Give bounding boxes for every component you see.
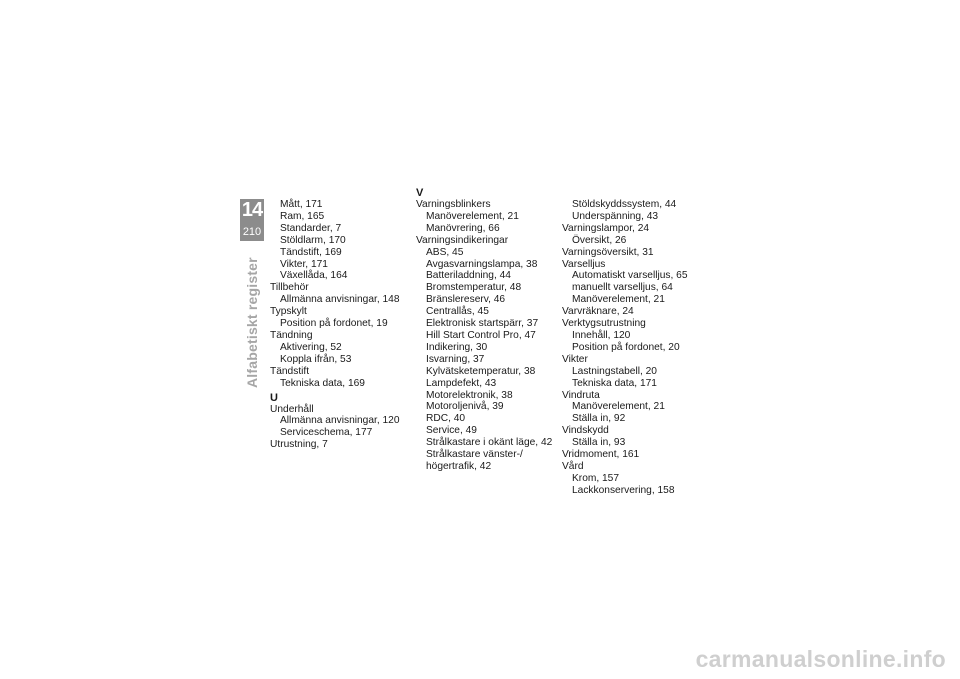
index-subentry: Manöverelement, 21 xyxy=(426,210,519,222)
index-subentry: Service, 49 xyxy=(426,425,477,437)
index-column-1 xyxy=(270,199,410,451)
index-subentry: Batteriladdning, 44 xyxy=(426,270,511,282)
index-entry: Tändning xyxy=(270,329,313,341)
index-entry: Varselljus xyxy=(562,258,606,270)
index-subentry: Motoroljenivå, 39 xyxy=(426,401,504,413)
index-subentry: Strålkastare i okänt läge, 42 xyxy=(426,437,553,449)
index-subentry: Tekniska data, 171 xyxy=(572,377,657,389)
index-subentry: Allmänna anvisningar, 120 xyxy=(280,415,400,427)
index-subentry: Standarder, 7 xyxy=(280,222,342,234)
index-letter-heading: V xyxy=(416,187,424,199)
index-subentry: RDC, 40 xyxy=(426,413,466,425)
index-column-3 xyxy=(562,199,707,497)
index-subentry: Mått, 171 xyxy=(280,199,323,210)
index-subentry: Innehåll, 120 xyxy=(572,329,631,341)
index-entry: Varningsblinkers xyxy=(416,199,491,210)
index-subentry: Stöldskyddssystem, 44 xyxy=(572,199,677,210)
index-subentry: ABS, 45 xyxy=(426,246,464,258)
index-subentry: Manövrering, 66 xyxy=(426,222,500,234)
index-entry: Tillbehör xyxy=(270,282,309,294)
index-entry: Vindruta xyxy=(562,389,600,401)
index-subentry: Lastningstabell, 20 xyxy=(572,365,657,377)
index-entry: Underhåll xyxy=(270,403,314,415)
index-subentry: Centrallås, 45 xyxy=(426,306,489,318)
index-entry: Varningsindikeringar xyxy=(416,234,509,246)
index-subentry: Översikt, 26 xyxy=(572,234,627,246)
index-subentry: Position på fordonet, 19 xyxy=(280,318,388,330)
index-letter-heading: U xyxy=(270,391,278,404)
index-subentry: Hill Start Control Pro, 47 xyxy=(426,329,536,341)
index-subentry: Lackkonservering, 158 xyxy=(572,484,675,496)
index-subentry: Allmänna anvisningar, 148 xyxy=(280,294,400,306)
index-entry: Utrustning, 7 xyxy=(270,439,328,451)
index-entry: Varningsöversikt, 31 xyxy=(562,246,654,258)
index-subentry: Tekniska data, 169 xyxy=(280,377,365,389)
index-subentry: Serviceschema, 177 xyxy=(280,427,373,439)
index-entry: Varningslampor, 24 xyxy=(562,222,650,234)
index-subentry: Kylvätsketemperatur, 38 xyxy=(426,365,536,377)
index-subentry: Bränslereserv, 46 xyxy=(426,294,506,306)
index-entry: Vikter xyxy=(562,353,588,365)
index-subentry: Ram, 165 xyxy=(280,210,325,222)
index-subentry: Avgasvarningslampa, 38 xyxy=(426,258,538,270)
index-subentry: manuellt varselljus, 64 xyxy=(572,282,673,294)
index-entry: Typskylt xyxy=(270,306,307,318)
index-subentry: Lampdefekt, 43 xyxy=(426,377,497,389)
index-subentry: Indikering, 30 xyxy=(426,341,488,353)
index-entry: Vridmoment, 161 xyxy=(562,449,640,461)
index-subentry: Manöverelement, 21 xyxy=(572,401,665,413)
index-subentry: Underspänning, 43 xyxy=(572,210,659,222)
index-subentry: Ställa in, 92 xyxy=(572,413,626,425)
index-column-2 xyxy=(416,188,561,473)
chapter-number: 14 xyxy=(241,199,263,221)
index-entry: Vård xyxy=(562,460,584,472)
index-entry: Verktygsutrustning xyxy=(562,318,646,330)
index-subentry: Position på fordonet, 20 xyxy=(572,341,680,353)
index-subentry: högertrafik, 42 xyxy=(426,460,492,472)
index-subentry: Automatiskt varselljus, 65 xyxy=(572,270,688,282)
index-subentry: Aktivering, 52 xyxy=(280,341,342,353)
watermark: carmanualsonline.info xyxy=(695,646,946,672)
index-entry: Varvräknare, 24 xyxy=(562,306,634,318)
index-entry: Tändstift xyxy=(270,365,310,377)
index-subentry: Elektronisk startspärr, 37 xyxy=(426,318,539,330)
index-subentry: Bromstemperatur, 48 xyxy=(426,282,522,294)
page-number: 210 xyxy=(242,226,262,238)
index-subentry: Krom, 157 xyxy=(572,472,619,484)
index-subentry: Manöverelement, 21 xyxy=(572,294,665,306)
index-subentry: Motorelektronik, 38 xyxy=(426,389,513,401)
section-title-vertical: Alfabetiskt register xyxy=(244,257,260,388)
index-subentry: Isvarning, 37 xyxy=(426,353,485,365)
index-subentry: Strålkastare vänster-/ xyxy=(426,449,523,461)
index-subentry: Vikter, 171 xyxy=(280,258,328,270)
index-subentry: Ställa in, 93 xyxy=(572,437,626,449)
index-subentry: Koppla ifrån, 53 xyxy=(280,353,352,365)
index-subentry: Tändstift, 169 xyxy=(280,246,342,258)
index-entry: Vindskydd xyxy=(562,425,609,437)
index-subentry: Stöldlarm, 170 xyxy=(280,234,346,246)
index-subentry: Växellåda, 164 xyxy=(280,270,348,282)
